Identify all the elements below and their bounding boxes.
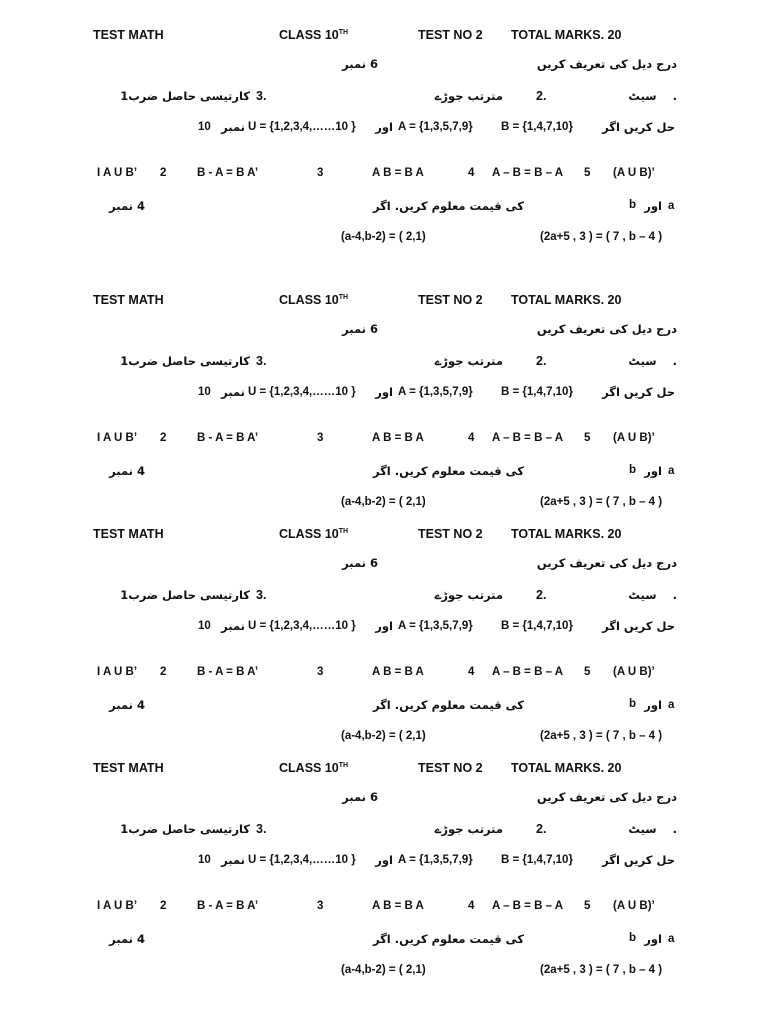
- q2-set-a: A = {1,3,5,7,9}: [398, 386, 473, 398]
- q2-set-b: B = {1,4,7,10}: [501, 854, 573, 866]
- q2-op-num-3: 3: [317, 432, 324, 444]
- q3-marks: 4 نمبر: [109, 932, 145, 946]
- q2-op-1: I A U B’: [97, 900, 138, 912]
- q2-marks-label: نمبر: [221, 619, 245, 633]
- total-marks: TOTAL MARKS. 20: [511, 761, 622, 775]
- q2-op-4: A – B = B – A: [492, 666, 564, 678]
- q3-var-a: a: [668, 200, 675, 212]
- q2-op-3: A B = B A: [372, 167, 424, 179]
- q3-var-b: b: [629, 464, 637, 476]
- q1-item-3-text: کارتیسی حاصل ضرب1: [120, 588, 250, 602]
- q1-item-1-text: سیٹ: [628, 89, 657, 103]
- q2-op-num-5: 5: [584, 432, 591, 444]
- test-name: TEST MATH: [93, 293, 164, 307]
- q1-marks: 6 نمبر: [342, 556, 378, 570]
- q1-item-3-num: 3.: [256, 89, 267, 103]
- class-label-sup: TH: [338, 28, 349, 36]
- q3-and: اور: [644, 199, 662, 213]
- q1-item-1: [628, 590, 677, 602]
- q2-op-num-4: 4: [468, 167, 475, 179]
- class-label-text: CLASS 10: [279, 761, 339, 775]
- q2-set-a: A = {1,3,5,7,9}: [398, 854, 473, 866]
- test-paper-copy: [0, 730, 768, 976]
- q2-set-b: B = {1,4,7,10}: [501, 386, 573, 398]
- q1-item-2-num: 2.: [536, 822, 547, 836]
- q2-set-b: B = {1,4,7,10}: [501, 620, 573, 632]
- q2-set-b: B = {1,4,7,10}: [501, 121, 573, 133]
- q3-marks: 4 نمبر: [109, 464, 145, 478]
- q2-marks-value: 10: [198, 854, 211, 866]
- q1-item-3-text: کارتیسی حاصل ضرب1: [120, 822, 250, 836]
- q1-item-1: [628, 824, 677, 836]
- q2-op-2: B - A = B A’: [197, 167, 259, 179]
- q1-instruction: درج دیل کی تعریف کریں: [536, 790, 677, 804]
- test-name: TEST MATH: [93, 28, 164, 42]
- q3-find-text: کی قیمت معلوم کریں. اگر: [372, 698, 524, 712]
- test-name: TEST MATH: [93, 761, 164, 775]
- q2-op-num-3: 3: [317, 900, 324, 912]
- q1-item-1-num: .: [672, 89, 677, 103]
- q2-op-1: I A U B’: [97, 432, 138, 444]
- q1-item-3-text: کارتیسی حاصل ضرب1: [120, 354, 250, 368]
- q2-op-num-4: 4: [468, 432, 475, 444]
- test-number: TEST NO 2: [418, 527, 483, 541]
- q1-item-1: [628, 91, 677, 103]
- q2-op-5: (A U B)’: [613, 167, 655, 179]
- q1-item-2-text: مترتب جوڑے: [434, 588, 503, 602]
- q3-equation-2: (a-4,b-2) = ( 2,1): [341, 964, 426, 976]
- q2-op-num-3: 3: [317, 167, 324, 179]
- q2-set-u: U = {1,2,3,4,……10 }: [248, 620, 356, 632]
- q2-set-u: U = {1,2,3,4,……10 }: [248, 386, 356, 398]
- q2-op-4: A – B = B – A: [492, 900, 564, 912]
- q1-item-2-num: 2.: [536, 588, 547, 602]
- q2-op-num-4: 4: [468, 900, 475, 912]
- q2-op-5: (A U B)’: [613, 432, 655, 444]
- q2-op-2: B - A = B A’: [197, 432, 259, 444]
- q3-find-text: کی قیمت معلوم کریں. اگر: [372, 932, 524, 946]
- q3-equation-1: (2a+5 , 3 ) = ( 7 , b – 4 ): [540, 496, 663, 508]
- q1-item-3-text: کارتیسی حاصل ضرب1: [120, 89, 250, 103]
- q3-marks: 4 نمبر: [109, 698, 145, 712]
- q3-equation-2: (a-4,b-2) = ( 2,1): [341, 231, 426, 243]
- q2-marks-label: نمبر: [221, 385, 245, 399]
- q2-marks-label: نمبر: [221, 120, 245, 134]
- q3-var-b: b: [629, 199, 637, 211]
- q2-op-num-2: 2: [160, 900, 167, 912]
- q1-item-2-num: 2.: [536, 89, 547, 103]
- class-label-text: CLASS 10: [279, 527, 339, 541]
- q1-item-2-text: مترتب جوڑے: [434, 89, 503, 103]
- class-label: [279, 762, 348, 775]
- q1-instruction: درج دیل کی تعریف کریں: [536, 57, 677, 71]
- q2-op-num-3: 3: [317, 666, 324, 678]
- q2-solve-label: حل کریں اگر: [602, 619, 675, 633]
- q3-find-text: کی قیمت معلوم کریں. اگر: [372, 464, 524, 478]
- q3-equation-1: (2a+5 , 3 ) = ( 7 , b – 4 ): [540, 231, 663, 243]
- total-marks: TOTAL MARKS. 20: [511, 527, 622, 541]
- class-label-sup: TH: [338, 293, 349, 301]
- q3-equation-1: (2a+5 , 3 ) = ( 7 , b – 4 ): [540, 730, 663, 742]
- test-number: TEST NO 2: [418, 28, 483, 42]
- q2-op-1: I A U B’: [97, 666, 138, 678]
- q1-marks: 6 نمبر: [342, 322, 378, 336]
- class-label-text: CLASS 10: [279, 28, 339, 42]
- q2-op-num-5: 5: [584, 167, 591, 179]
- q2-op-3: A B = B A: [372, 900, 424, 912]
- class-label-text: CLASS 10: [279, 293, 339, 307]
- q2-op-3: A B = B A: [372, 432, 424, 444]
- q2-marks-label: نمبر: [221, 853, 245, 867]
- q2-set-a: A = {1,3,5,7,9}: [398, 620, 473, 632]
- q3-equation-2: (a-4,b-2) = ( 2,1): [341, 730, 426, 742]
- q2-op-num-2: 2: [160, 432, 167, 444]
- q2-op-5: (A U B)’: [613, 900, 655, 912]
- q3-and: اور: [644, 698, 662, 712]
- q2-op-num-5: 5: [584, 666, 591, 678]
- total-marks: TOTAL MARKS. 20: [511, 293, 622, 307]
- q1-marks: 6 نمبر: [342, 57, 378, 71]
- q3-find-text: کی قیمت معلوم کریں. اگر: [372, 199, 524, 213]
- q1-item-1-num: .: [672, 588, 677, 602]
- class-label: [279, 29, 348, 42]
- q2-solve-label: حل کریں اگر: [602, 853, 675, 867]
- q2-op-num-5: 5: [584, 900, 591, 912]
- q3-var-a: a: [668, 465, 675, 477]
- q2-and: اور: [375, 120, 393, 134]
- total-marks: TOTAL MARKS. 20: [511, 28, 622, 42]
- q3-var-a: a: [668, 933, 675, 945]
- q2-op-4: A – B = B – A: [492, 432, 564, 444]
- q2-solve-label: حل کریں اگر: [602, 120, 675, 134]
- q2-set-u: U = {1,2,3,4,……10 }: [248, 854, 356, 866]
- q2-op-1: I A U B’: [97, 167, 138, 179]
- q1-instruction: درج دیل کی تعریف کریں: [536, 322, 677, 336]
- q2-op-num-2: 2: [160, 666, 167, 678]
- q2-op-4: A – B = B – A: [492, 167, 564, 179]
- q1-item-1-text: سیٹ: [628, 588, 657, 602]
- q3-marks: 4 نمبر: [109, 199, 145, 213]
- test-number: TEST NO 2: [418, 761, 483, 775]
- q2-and: اور: [375, 619, 393, 633]
- q1-marks: 6 نمبر: [342, 790, 378, 804]
- q3-var-a: a: [668, 699, 675, 711]
- q2-op-2: B - A = B A’: [197, 666, 259, 678]
- q2-marks-value: 10: [198, 620, 211, 632]
- q1-item-1: [628, 356, 677, 368]
- q1-item-1-num: .: [672, 354, 677, 368]
- q3-var-b: b: [629, 698, 637, 710]
- q3-var-b: b: [629, 932, 637, 944]
- class-label-sup: TH: [338, 761, 349, 769]
- q2-set-a: A = {1,3,5,7,9}: [398, 121, 473, 133]
- q2-op-num-4: 4: [468, 666, 475, 678]
- q2-and: اور: [375, 385, 393, 399]
- q2-op-num-2: 2: [160, 167, 167, 179]
- q2-solve-label: حل کریں اگر: [602, 385, 675, 399]
- q2-op-2: B - A = B A’: [197, 900, 259, 912]
- q1-item-1-num: .: [672, 822, 677, 836]
- q1-item-2-num: 2.: [536, 354, 547, 368]
- test-number: TEST NO 2: [418, 293, 483, 307]
- q3-equation-1: (2a+5 , 3 ) = ( 7 , b – 4 ): [540, 964, 663, 976]
- q2-and: اور: [375, 853, 393, 867]
- class-label-sup: TH: [338, 527, 349, 535]
- q1-item-3-num: 3.: [256, 588, 267, 602]
- q1-item-1-text: سیٹ: [628, 822, 657, 836]
- q2-set-u: U = {1,2,3,4,……10 }: [248, 121, 356, 133]
- test-name: TEST MATH: [93, 527, 164, 541]
- q3-and: اور: [644, 932, 662, 946]
- q2-marks-value: 10: [198, 121, 211, 133]
- q3-and: اور: [644, 464, 662, 478]
- q1-item-2-text: مترتب جوڑے: [434, 354, 503, 368]
- q3-equation-2: (a-4,b-2) = ( 2,1): [341, 496, 426, 508]
- test-paper-copy: [0, 496, 768, 742]
- q1-item-2-text: مترتب جوڑے: [434, 822, 503, 836]
- class-label: [279, 528, 348, 541]
- class-label: [279, 294, 348, 307]
- q1-instruction: درج دیل کی تعریف کریں: [536, 556, 677, 570]
- test-paper-copy: [0, 0, 768, 243]
- q1-item-3-num: 3.: [256, 822, 267, 836]
- q1-item-3-num: 3.: [256, 354, 267, 368]
- test-paper-copy: [0, 265, 768, 508]
- q2-op-3: A B = B A: [372, 666, 424, 678]
- q2-marks-value: 10: [198, 386, 211, 398]
- q2-op-5: (A U B)’: [613, 666, 655, 678]
- q1-item-1-text: سیٹ: [628, 354, 657, 368]
